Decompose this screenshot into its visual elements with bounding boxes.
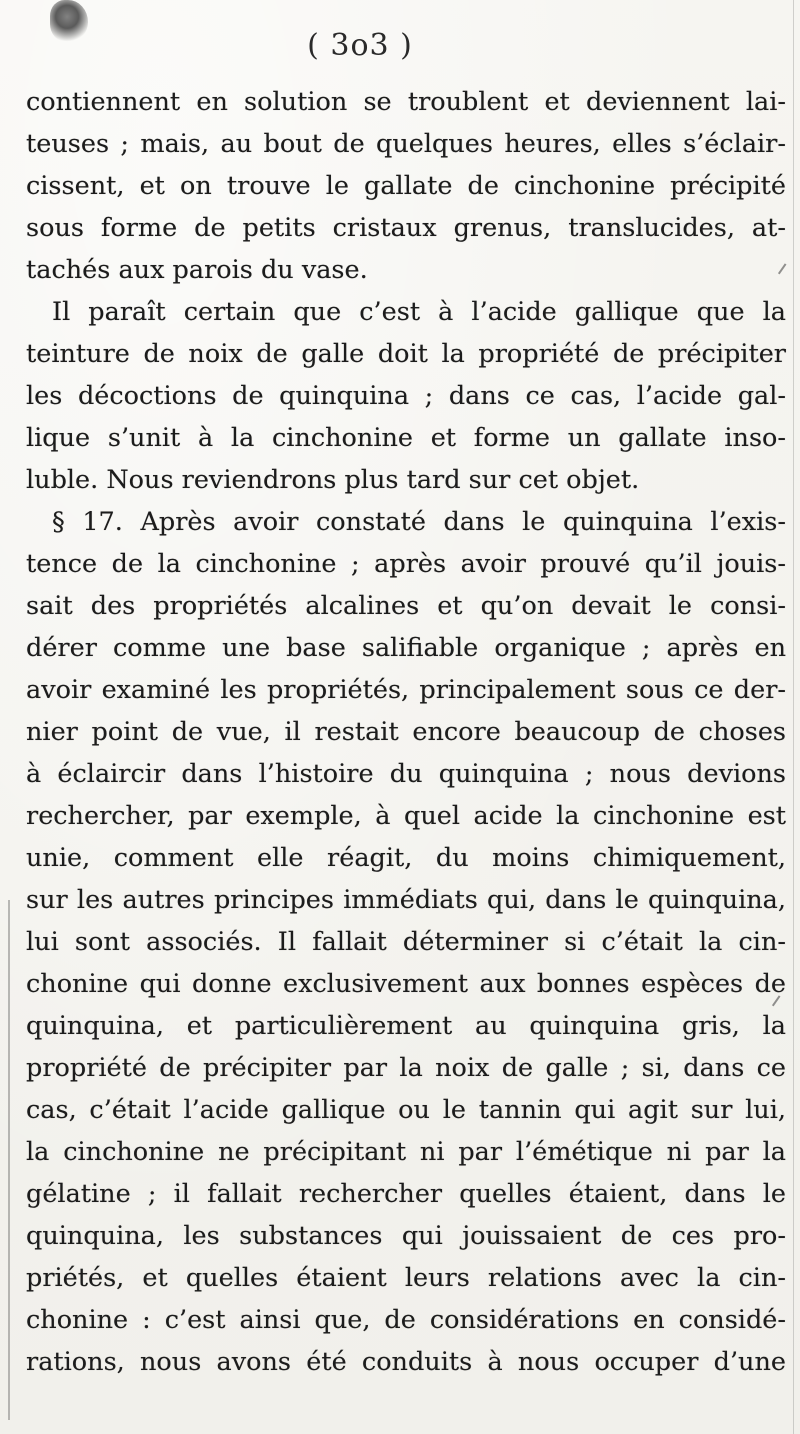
text-line: unie, comment elle réagit, du moins chimiquement, [26,843,786,873]
paragraph-start-line: Il paraît certain que c’est à l’acide gallique que la [52,297,786,327]
text-line: rations, nous avons été conduits à nous occuper d’une [26,1347,786,1377]
text-line: lui sont associés. Il fallait déterminer si c’était la cin- [26,927,786,957]
text-line: tachés aux parois du vase. [26,255,368,285]
text-line: chonine qui donne exclusivement aux bonnes espèces de [26,969,786,999]
text-line: teuses ; mais, au bout de quelques heures, elles s’éclair- [26,129,786,159]
text-line: lique s’unit à la cinchonine et forme un gallate inso- [26,423,786,453]
text-line: gélatine ; il fallait rechercher quelles étaient, dans le [26,1179,786,1209]
text-line: cissent, et on trouve le gallate de cinchonine précipité [26,171,786,201]
text-line: les décoctions de quinquina ; dans ce cas, l’acide gal- [26,381,786,411]
text-line: tence de la cinchonine ; après avoir prouvé qu’il jouis- [26,549,786,579]
page-edge [793,0,794,1434]
text-line: chonine : c’est ainsi que, de considérations en considé- [26,1305,786,1335]
text-line: propriété de précipiter par la noix de galle ; si, dans ce [26,1053,786,1083]
text-line: quinquina, les substances qui jouissaient de ces pro- [26,1221,786,1251]
text-line: sur les autres principes immédiats qui, dans le quinquina, [26,885,786,915]
text-line: sait des propriétés alcalines et qu’on devait le consi- [26,591,786,621]
text-line: teinture de noix de galle doit la propriété de précipiter [26,339,786,369]
text-line: avoir examiné les propriétés, principalement sous ce der- [26,675,786,705]
text-line: contiennent en solution se troublent et deviennent lai- [26,87,786,117]
gutter-shadow [8,900,10,1420]
page-header [0,8,800,63]
text-line: à éclaircir dans l’histoire du quinquina ; nous devions [26,759,786,789]
text-line: cas, c’était l’acide gallique ou le tannin qui agit sur lui, [26,1095,786,1125]
text-line: priétés, et quelles étaient leurs relations avec la cin- [26,1263,786,1293]
text-line: nier point de vue, il restait encore beaucoup de choses [26,717,786,747]
section-start-line: § 17. Après avoir constaté dans le quinquina l’exis- [52,507,786,537]
text-line: la cinchonine ne précipitant ni par l’émétique ni par la [26,1137,786,1167]
text-line: dérer comme une base salifiable organique ; après en [26,633,786,663]
text-line: rechercher, par exemple, à quel acide la cinchonine est [26,801,786,831]
text-line: sous forme de petits cristaux grenus, translucides, at- [26,213,786,243]
text-line: quinquina, et particulièrement au quinquina gris, la [26,1011,786,1041]
text-line: luble. Nous reviendrons plus tard sur cet objet. [26,465,640,495]
page-number: ( 3o3 ) [307,28,413,63]
body-text [26,80,788,1400]
